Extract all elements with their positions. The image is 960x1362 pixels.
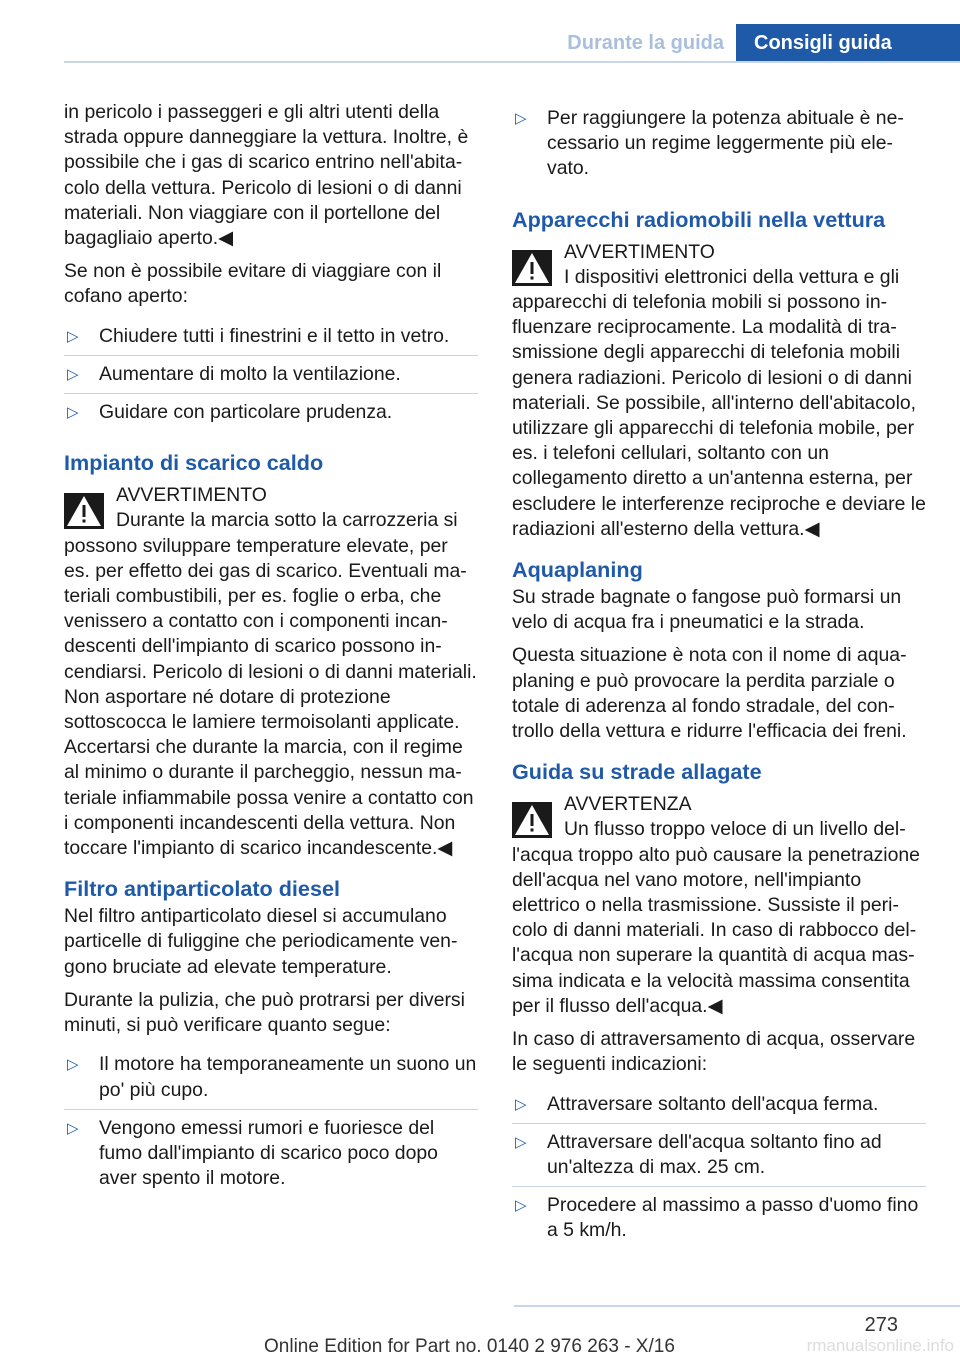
paragraph: Durante la pulizia, che può protrarsi per diversi minuti, si può verificare quanto segue:	[64, 988, 465, 1037]
triangle-bullet-icon: ▷	[67, 1119, 79, 1137]
list-item: ▷ Attraversare soltanto dell'acqua ferma.	[515, 1092, 879, 1115]
warning-triangle-icon	[512, 250, 552, 286]
warning-title: AVVERTIMENTO	[564, 240, 715, 263]
list-item: ▷ Aumentare di molto la ventilazione.	[64, 355, 478, 393]
section-heading: Apparecchi radiomobili nella vettura	[512, 206, 886, 232]
watermark: rmanualsonline.info	[806, 1336, 954, 1355]
list-item: ▷ Procedere al massimo a passo d'uomo fino a 5 km/h.	[512, 1186, 926, 1249]
paragraph: In caso di attraversamento di acqua, osservare le seguenti indicazioni:	[512, 1028, 916, 1076]
paragraph: Questa situazione è nota con il nome di aquaplaning e può provocare la perdita parziale o totale di aderenza al fondo stradale, del controllo della vettura e ridurre l'efficacia dei freni.	[512, 644, 907, 743]
triangle-bullet-icon: ▷	[515, 1197, 527, 1215]
triangle-bullet-icon: ▷	[515, 1095, 527, 1113]
footer-rule	[514, 1305, 960, 1307]
warning-block	[64, 483, 478, 861]
edition-note: Online Edition for Part no. 0140 2 976 263 - X/16	[264, 1336, 675, 1357]
list-item: ▷ Chiudere tutti i finestrini e il tetto in vetro.	[67, 324, 450, 347]
section-heading: Filtro antiparticolato diesel	[64, 876, 340, 902]
section-heading: Impianto di scarico caldo	[64, 450, 324, 476]
bullet-list	[64, 1046, 478, 1197]
warning-text: I dispositivi elettronici della vettura e gli apparecchi di telefonia mobili si possono influenzare reciprocamente. La modalità di trasmissione degli apparecchi di telefonia mobili genera radiazioni. Pericolo di lesioni o di danni materiali. Se possibile, all'interno dell'abitacolo, utilizzare gli apparecchi di telefonia mobile, per es. i telefoni cellulari, soltanto con un collegamento diretto a un'antenna esterna, per escludere le interferenze reciproche e deviare le radiazioni all'esterno della vettura.◀	[512, 265, 926, 540]
list-item: ▷ Il motore ha temporaneamente un suono un po' più cupo.	[67, 1053, 477, 1101]
paragraph: in pericolo i passeggeri e gli altri utenti della strada oppure danneggiare la vettura. Inoltre, è possibile che i gas di scarico entrino nell'abitacolo della vettura. Pericolo di lesioni o di danni materiali. Non viaggiare con il portellone del bagagliaio aperto.◀	[64, 101, 469, 250]
triangle-bullet-icon: ▷	[515, 110, 527, 127]
page-header	[64, 24, 960, 62]
list-item: ▷ Vengono emessi rumori e fuoriesce del fumo dall'impianto di scarico poco dopo aver spento il motore.	[64, 1109, 478, 1198]
triangle-bullet-icon: ▷	[515, 1133, 527, 1151]
section-heading: Aquaplaning	[512, 557, 643, 583]
right-column	[512, 100, 926, 1250]
warning-triangle-icon	[64, 493, 104, 529]
paragraph: Nel filtro antiparticolato diesel si accumulano particelle di fuliggine che periodicamente vengono bruciate ad elevate temperature.	[64, 905, 458, 978]
triangle-bullet-icon: ▷	[67, 327, 79, 345]
warning-text: Un flusso troppo veloce di un livello dell'acqua troppo alto può causare la penetrazione dell'acqua nel vano motore, nell'impianto elettrico o nella trasmissione. Sussiste il pericolo di danni materiali. In caso di rabbocco dell'acqua non superare la quantità di acqua massima indicata e la velocità massima consentita per il flusso dell'acqua.◀	[512, 818, 920, 1017]
triangle-bullet-icon: ▷	[67, 1056, 79, 1074]
warning-title: AVVERTENZA	[564, 793, 692, 816]
bullet-list	[512, 100, 926, 188]
warning-block	[512, 792, 926, 1019]
list-item: ▷ Per raggiungere la potenza abituale è necessario un regime leggermente più elevato.	[515, 107, 904, 180]
bullet-list	[64, 318, 478, 432]
warning-title: AVVERTIMENTO	[116, 484, 267, 507]
triangle-bullet-icon: ▷	[67, 365, 79, 383]
list-item: ▷ Guidare con particolare prudenza.	[64, 393, 478, 431]
list-item: ▷ Attraversare dell'acqua soltanto fino ad un'altezza di max. 25 cm.	[512, 1123, 926, 1186]
header-section-title: Durante la guida	[567, 32, 724, 54]
paragraph: Su strade bagnate o fangose può formarsi un velo di acqua fra i pneumatici e la strada.	[512, 586, 902, 634]
header-rule	[64, 61, 960, 63]
warning-block	[512, 240, 926, 542]
warning-text: Durante la marcia sotto la carrozzeria si possono sviluppare temperature elevate, per es. per effetto dei gas di scarico. Eventuali materiali combustibili, per es. foglie o erba, che venissero a contatto con i componenti incandescenti dell'impianto di scarico possono incendiarsi. Pericolo di lesioni o di danni materiali. Non asportare né dotare di protezione sottoscocca le lamiere termoisolanti applicate. Accertarsi che durante la marcia, con il regime al minimo o durante il parcheggio, nessun materiale infiammabile possa venire a contatto con i componenti incandescenti della vettura. Non toccare l'impianto di scarico incandescente.◀	[64, 509, 477, 860]
left-column	[64, 100, 478, 1197]
header-chapter-tab: Consigli guida	[736, 24, 960, 62]
warning-triangle-icon	[512, 802, 552, 838]
bullet-list	[512, 1086, 926, 1250]
triangle-bullet-icon: ▷	[67, 404, 79, 422]
page-number: 273	[864, 1314, 898, 1336]
section-heading: Guida su strade allagate	[512, 759, 762, 785]
paragraph: Se non è possibile evitare di viaggiare con il cofano aperto:	[64, 260, 442, 308]
page-footer	[0, 1302, 960, 1362]
